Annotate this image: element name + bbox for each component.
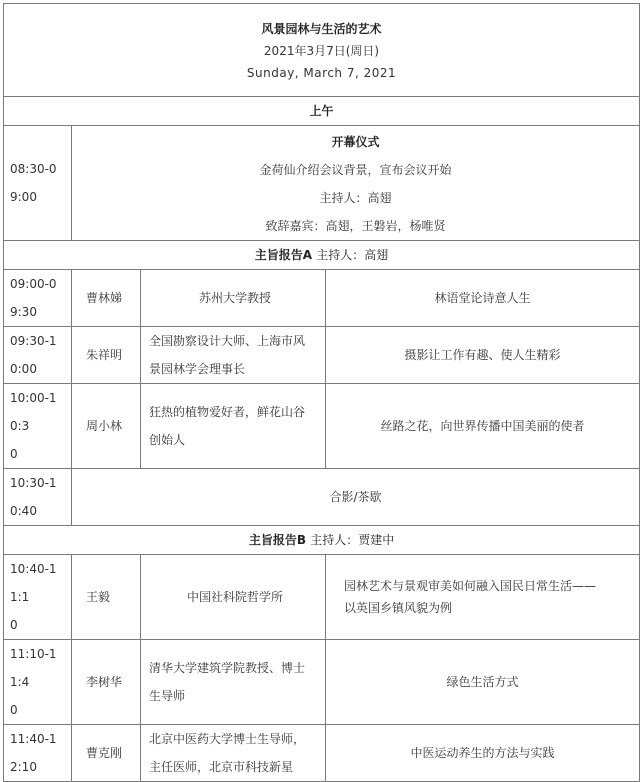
talk-time xyxy=(4,555,72,640)
speaker-name: 曹克刚 xyxy=(72,725,141,782)
break-time xyxy=(4,469,72,526)
time-line: 11:40-12:10 xyxy=(10,732,57,774)
session-a-title: 主旨报告A xyxy=(254,248,313,262)
talk-topic: 丝路之花，向世界传播中国美丽的使者 xyxy=(326,384,640,469)
opening-time xyxy=(4,126,72,241)
org-line: 生导师 xyxy=(149,689,186,703)
org-line: 清华大学建筑学院教授、博士 xyxy=(149,661,306,675)
table-row xyxy=(4,270,640,327)
session-b-host: 主持人：贾建中 xyxy=(310,533,395,547)
speaker-org xyxy=(141,725,326,782)
topic-line: 以英国乡镇风貌为例 xyxy=(344,601,453,615)
header-row xyxy=(4,4,640,97)
topic-line: 园林艺术与景观审美如何融入国民日常生活—— xyxy=(344,579,597,593)
opening-agenda xyxy=(72,126,640,241)
time-line: 9:00 xyxy=(10,190,37,204)
morning-row xyxy=(4,97,640,126)
session-b-header xyxy=(4,526,640,555)
org-line: 北京中医药大学博士生导师， xyxy=(149,732,306,746)
table-row xyxy=(4,640,640,725)
org-line: 苏州大学教授 xyxy=(198,291,271,305)
org-line: 狂热的植物爱好者，鲜花山谷 xyxy=(149,405,306,419)
talk-topic xyxy=(326,555,640,640)
speaker-name: 曹林娣 xyxy=(72,270,141,327)
date-chinese: 2021年3月7日(周日) xyxy=(263,44,380,58)
opening-line: 金荷仙介绍会议背景，宣布会议开始 xyxy=(259,163,452,177)
speaker-org xyxy=(141,640,326,725)
talk-time xyxy=(4,327,72,384)
talk-time xyxy=(4,270,72,327)
session-b-title: 主旨报告B xyxy=(248,533,306,547)
speaker-org xyxy=(141,270,326,327)
speaker-org xyxy=(141,327,326,384)
time-line: 0:00 xyxy=(10,362,37,376)
time-line: 09:00-0 xyxy=(10,277,57,291)
time-line: 0 xyxy=(10,447,18,461)
session-a-title-cell xyxy=(4,241,640,270)
speaker-name: 王毅 xyxy=(72,555,141,640)
time-line: 0 xyxy=(10,618,18,632)
org-line: 创始人 xyxy=(149,433,186,447)
table-row xyxy=(4,725,640,782)
org-line: 主任医师，北京市科技新星 xyxy=(149,760,294,774)
time-line: 10:30-1 xyxy=(10,476,57,490)
date-english: Sunday, March 7, 2021 xyxy=(246,66,397,80)
time-line: 10:00-10:3 xyxy=(10,391,57,433)
header-cell xyxy=(4,4,640,97)
speaker-org xyxy=(141,384,326,469)
talk-topic: 摄影让工作有趣、使人生精彩 xyxy=(326,327,640,384)
time-line: 10:40-11:1 xyxy=(10,562,57,604)
time-line: 11:10-11:4 xyxy=(10,647,57,689)
session-a-host: 主持人：高翅 xyxy=(316,248,389,262)
table-row xyxy=(4,555,640,640)
talk-time xyxy=(4,640,72,725)
schedule-table xyxy=(3,3,640,782)
talk-time xyxy=(4,725,72,782)
speaker-name: 朱祥明 xyxy=(72,327,141,384)
time-line: 09:30-1 xyxy=(10,334,57,348)
break-row xyxy=(4,469,640,526)
talk-topic: 林语堂论诗意人生 xyxy=(326,270,640,327)
speaker-name: 李树华 xyxy=(72,640,141,725)
org-line: 中国社科院哲学所 xyxy=(186,590,283,604)
speaker-org xyxy=(141,555,326,640)
talk-topic: 中医运动养生的方法与实践 xyxy=(326,725,640,782)
opening-title: 开幕仪式 xyxy=(331,135,380,149)
morning-label: 上午 xyxy=(4,97,640,126)
table-row xyxy=(4,384,640,469)
time-line: 08:30-0 xyxy=(10,162,57,176)
talk-topic: 绿色生活方式 xyxy=(326,640,640,725)
opening-row xyxy=(4,126,640,241)
speaker-name: 周小林 xyxy=(72,384,141,469)
break-label: 合影/茶歇 xyxy=(72,469,640,526)
table-row xyxy=(4,327,640,384)
opening-line: 主持人：高翅 xyxy=(319,191,392,205)
time-line: 0:40 xyxy=(10,504,37,518)
org-line: 全国勘察设计大师、上海市风 xyxy=(149,334,306,348)
session-b-title-cell xyxy=(4,526,640,555)
talk-time xyxy=(4,384,72,469)
opening-line: 致辞嘉宾：高翅，王磐岩，杨唯贤 xyxy=(265,219,446,233)
page-title: 风景园林与生活的艺术 xyxy=(261,22,382,36)
org-line: 景园林学会理事长 xyxy=(149,362,246,376)
session-a-header xyxy=(4,241,640,270)
time-line: 9:30 xyxy=(10,305,37,319)
time-line: 0 xyxy=(10,703,18,717)
